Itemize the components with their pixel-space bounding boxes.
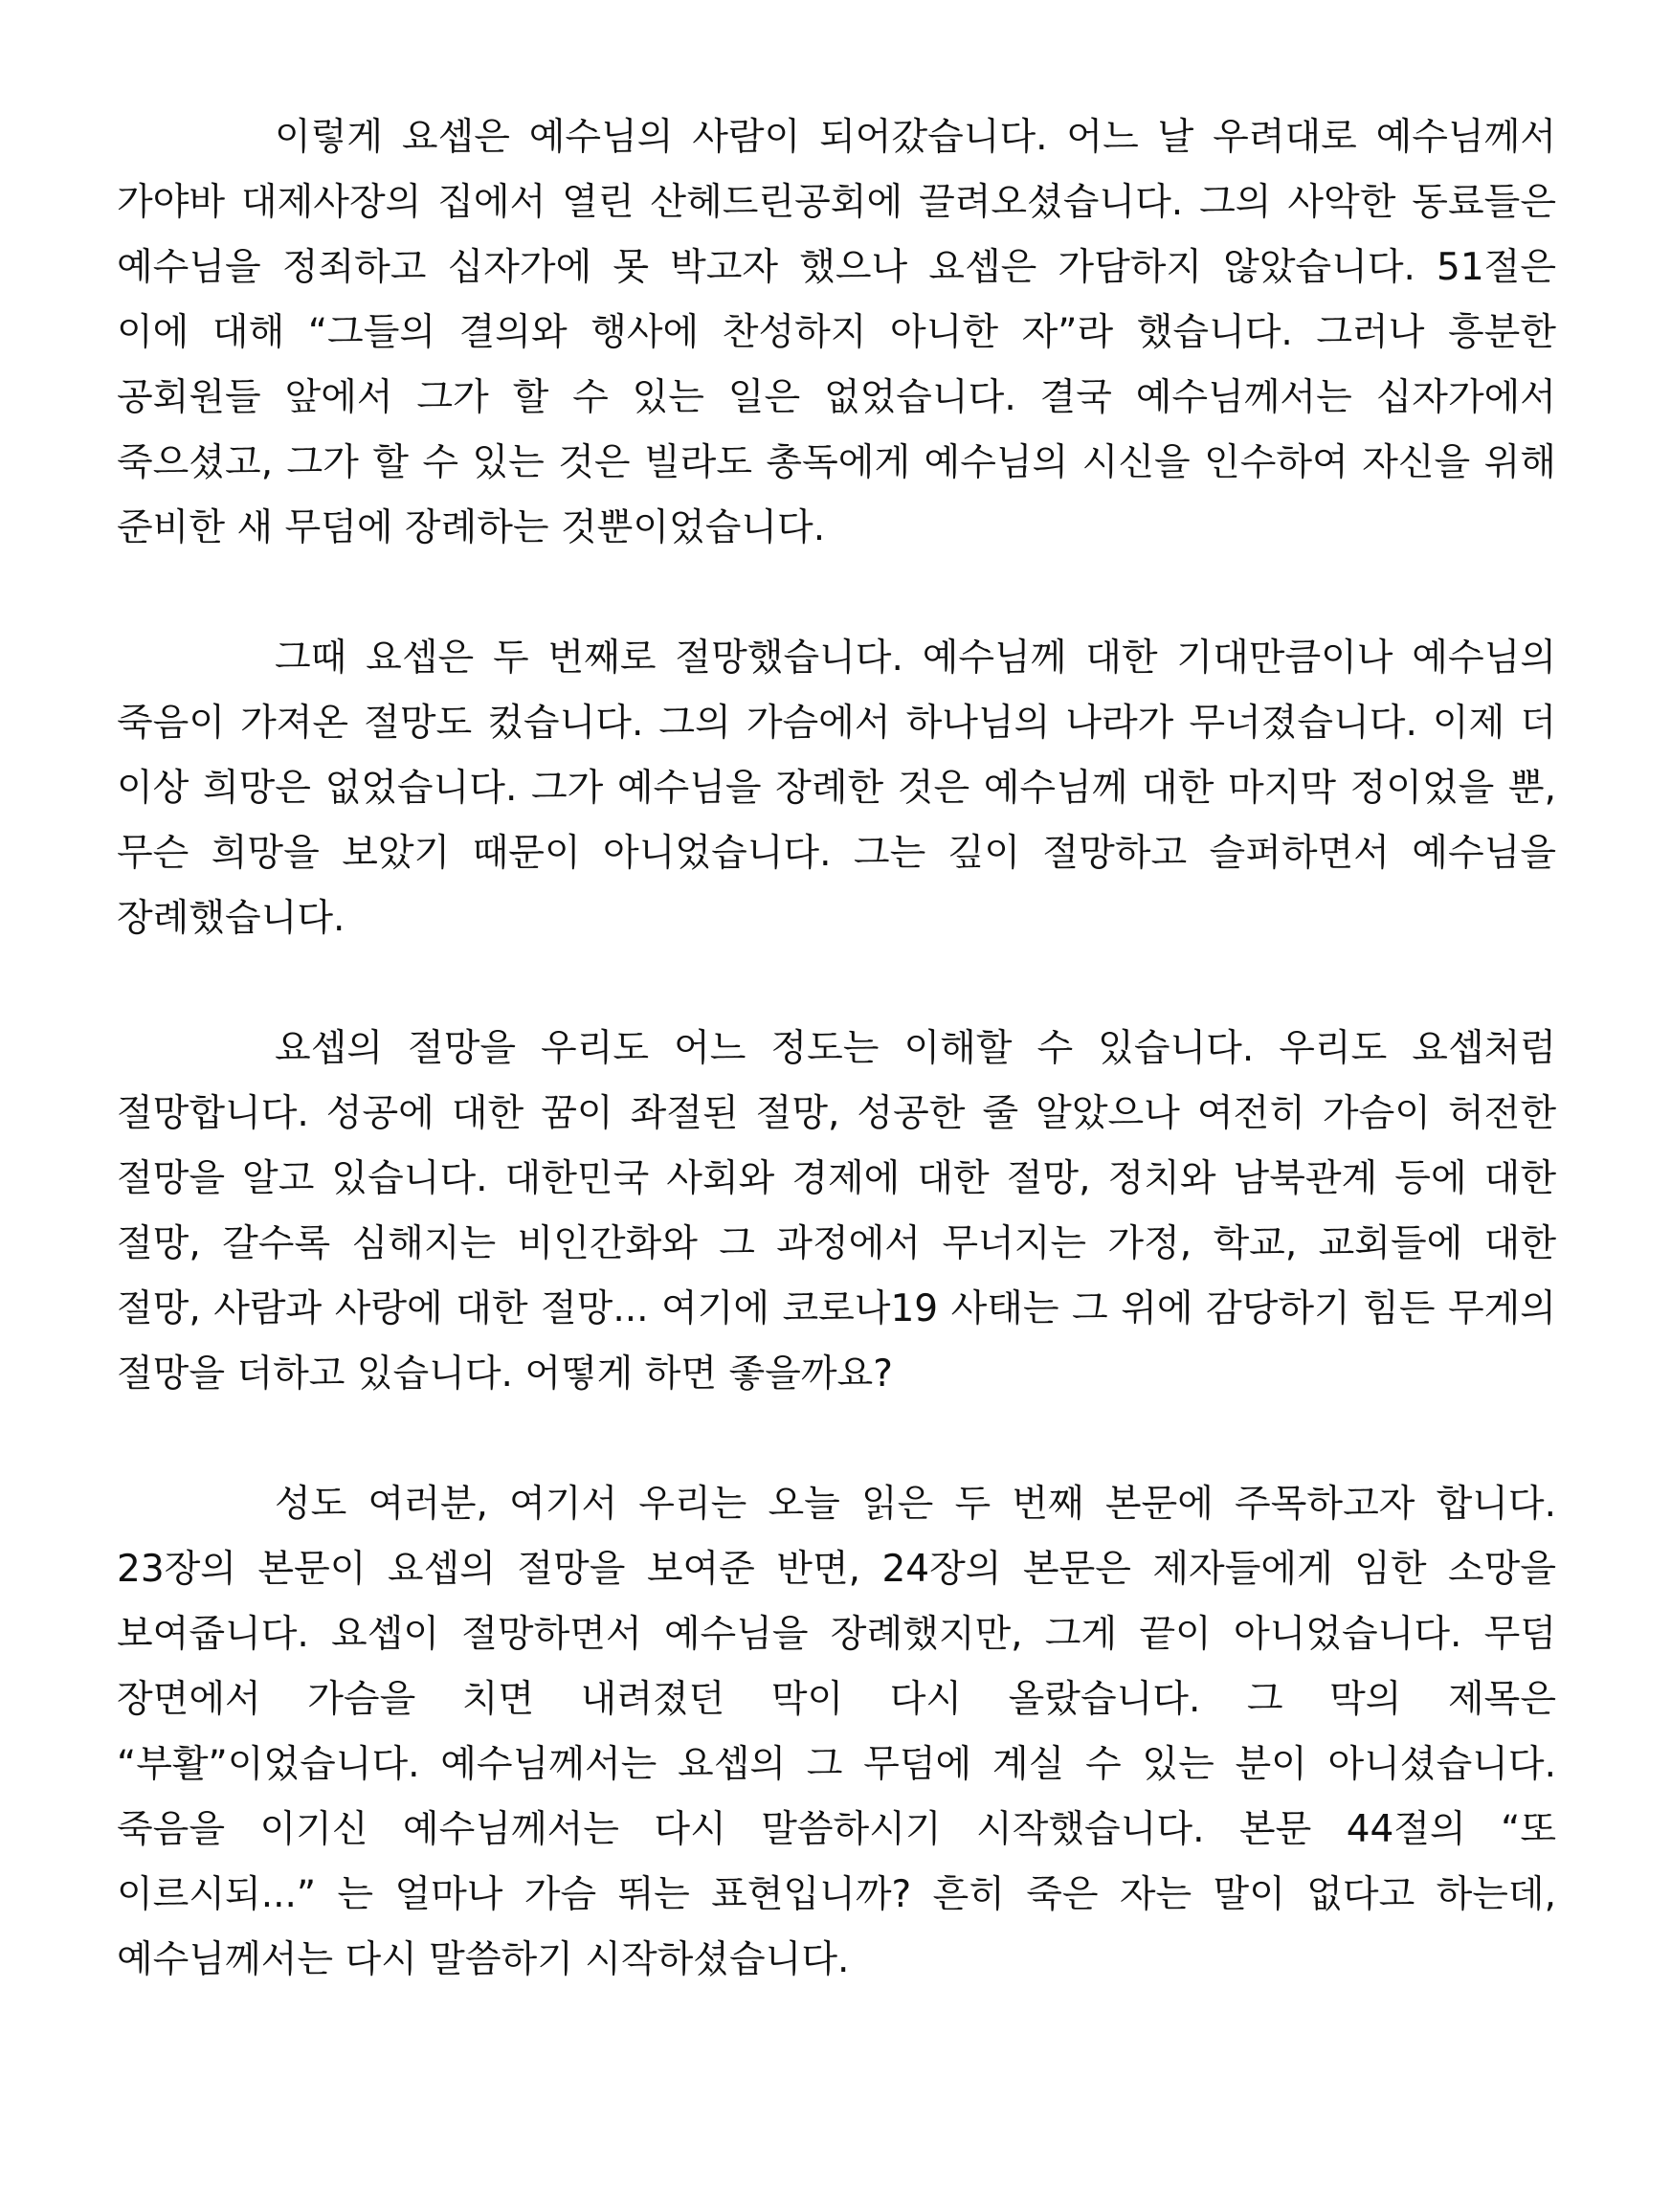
paragraph-2: 그때 요셉은 두 번째로 절망했습니다. 예수님께 대한 기대만큼이나 예수님의 죽음이 가져온 절망도 컸습니다. 그의 가슴에서 하나님의 나라가 무너졌습니다. 이제 더 이상 희망은 없었습니다. 그가 예수님을 장례한 것은 예수님께 대한 마지막 정이었을 뿐, 무슨 희망을 보았기 때문이 아니었습니다. 그는 깊이 절망하고 슬퍼하면서 예수님을 장례했습니다.	[117, 637, 1556, 940]
paragraph-3: 요셉의 절망을 우리도 어느 정도는 이해할 수 있습니다. 우리도 요셉처럼 절망합니다. 성공에 대한 꿈이 좌절된 절망, 성공한 줄 알았으나 여전히 가슴이 허전한 절망을 알고 있습니다. 대한민국 사회와 경제에 대한 절망, 정치와 남북관계 등에 대한 절망, 갈수록 심해지는 비인간화와 그 과정에서 무너지는 가정, 학교, 교회들에 대한 절망, 사람과 사랑에 대한 절망... 여기에 코로나19 사태는 그 위에 감당하기 힘든 무게의 절망을 더하고 있습니다. 어떻게 하면 좋을까요?	[117, 1027, 1556, 1396]
paragraph-1: 이렇게 요셉은 예수님의 사람이 되어갔습니다. 어느 날 우려대로 예수님께서 가야바 대제사장의 집에서 열린 산헤드린공회에 끌려오셨습니다. 그의 사악한 동료들은 예수님을 정죄하고 십자가에 못 박고자 했으나 요셉은 가담하지 않았습니다. 51절은 이에 대해 “그들의 결의와 행사에 찬성하지 아니한 자”라 했습니다. 그러나 흥분한 공회원들 앞에서 그가 할 수 있는 일은 없었습니다. 결국 예수님께서는 십자가에서 죽으셨고, 그가 할 수 있는 것은 빌라도 총독에게 예수님의 시신을 인수하여 자신을 위해 준비한 새 무덤에 장례하는 것뿐이었습니다.	[117, 116, 1556, 549]
document-page	[117, 105, 1556, 1993]
paragraph-4: 성도 여러분, 여기서 우리는 오늘 읽은 두 번째 본문에 주목하고자 합니다. 23장의 본문이 요셉의 절망을 보여준 반면, 24장의 본문은 제자들에게 임한 소망을 보여줍니다. 요셉이 절망하면서 예수님을 장례했지만, 그게 끝이 아니었습니다. 무덤 장면에서 가슴을 치면 내려졌던 막이 다시 올랐습니다. 그 막의 제목은 “부활”이었습니다. 예수님께서는 요셉의 그 무덤에 계실 수 있는 분이 아니셨습니다. 죽음을 이기신 예수님께서는 다시 말씀하시기 시작했습니다. 본문 44절의 “또 이르시되...” 는 얼마나 가슴 뛰는 표현입니까? 흔히 죽은 자는 말이 없다고 하는데, 예수님께서는 다시 말씀하기 시작하셨습니다.	[117, 1483, 1556, 1981]
